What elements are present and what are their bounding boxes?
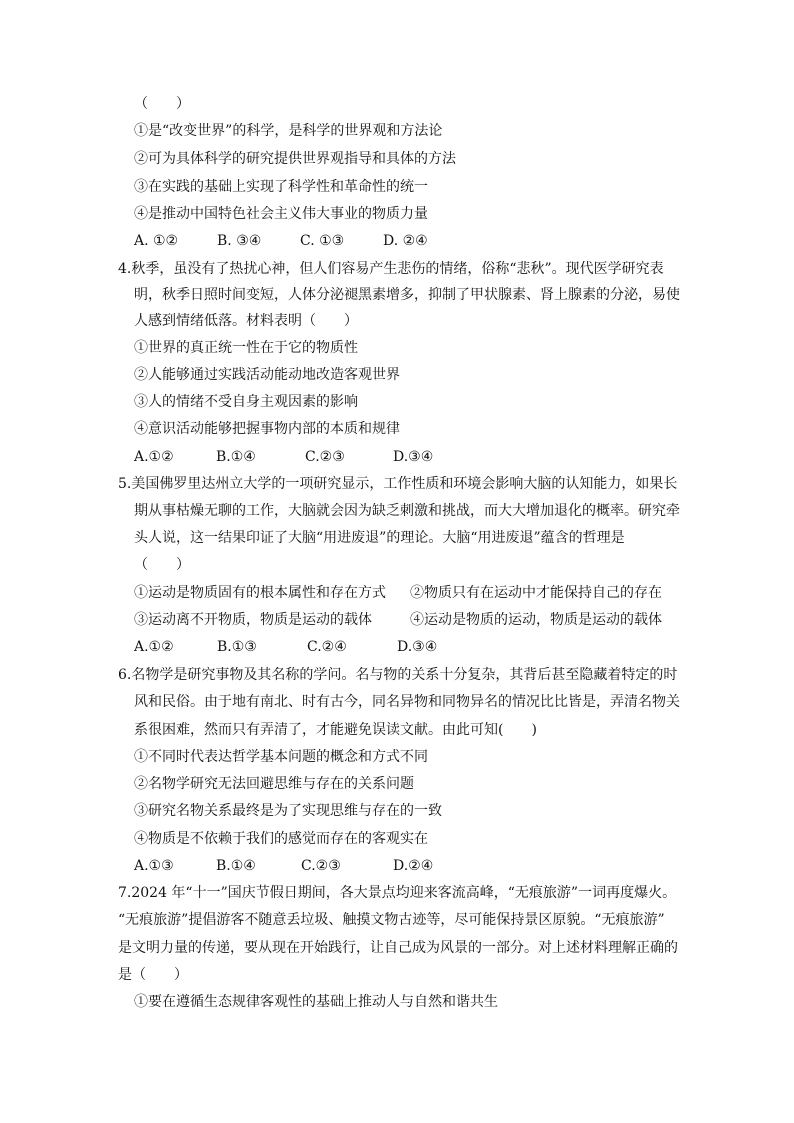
q7-stem-line-2: “无痕旅游”提倡游客不随意丢垃圾、触摸文物古迹等，尽可能保持景区原貌。“无痕旅游” — [118, 912, 665, 928]
q4-options — [134, 447, 433, 467]
q7-stem-line-4: 是（ ） — [118, 967, 188, 983]
q5-stem-line-2: 期从事枯燥无聊的工作，大脑就会因为缺乏刺激和挑战，而大大增加退化的概率。研究牵 — [134, 503, 680, 519]
q4-option-c: C.②③ — [305, 449, 345, 465]
q4-stem-line-3: 人感到情绪低落。材料表明（ ） — [134, 313, 358, 329]
q4-item-3: ③人的情绪不受自身主观因素的影响 — [134, 394, 358, 410]
q7-stem-line-3: 是文明力量的传递，要从现在开始践行，让自己成为风景的一部分。对上述材料理解正确的 — [118, 940, 678, 956]
q4-option-d: D.③④ — [393, 449, 434, 465]
q4-item-2: ②人能够通过实践活动能动地改造客观世界 — [134, 367, 400, 383]
q3-bracket: （ ） — [134, 96, 190, 112]
q4-stem-line-1: 4.秋季，虽没有了热扰心神，但人们容易产生悲伤的情绪，俗称“悲秋”。现代医学研究表 — [118, 261, 664, 277]
q6-option-c: C.②③ — [301, 858, 341, 874]
q3-item-2: ②可为具体科学的研究提供世界观指导和具体的方法 — [134, 151, 456, 167]
q6-item-4: ④物质是不依赖于我们的感觉而存在的客观实在 — [134, 831, 428, 847]
q6-stem-line-1: 6.名物学是研究事物及其名称的学问。名与物的关系十分复杂，其背后甚至隐藏着特定的时 — [118, 667, 678, 683]
q6-option-b: B.①④ — [216, 858, 256, 874]
q6-stem-line-2: 风和民俗。由于地有南北、时有古今，同名异物和同物异名的情况比比皆是，弄清名物关 — [134, 694, 680, 710]
q4-item-4: ④意识活动能够把握事物内部的本质和规律 — [134, 421, 400, 437]
q3-item-1: ①是“改变世界”的科学，是科学的世界观和方法论 — [134, 123, 443, 139]
q5-items-row-1 — [134, 583, 662, 603]
q6-stem-line-3: 系很困难，然而只有弄清了，才能避免误读文献。由此可知( ) — [134, 722, 537, 738]
q3-option-c: C. ①③ — [300, 233, 345, 249]
q3-option-b: B. ③④ — [217, 233, 262, 249]
q3-options — [134, 231, 428, 251]
q5-stem-line-4: （ ） — [134, 557, 190, 573]
q5-item-2: ②物质只有在运动中才能保持自己的存在 — [410, 585, 662, 601]
q5-item-4: ④运动是物质的运动，物质是运动的载体 — [410, 612, 662, 628]
q5-item-1: ①运动是物质固有的根本属性和存在方式 — [134, 585, 386, 601]
q5-option-a: A.①② — [134, 639, 174, 655]
q6-item-2: ②名物学研究无法回避思维与存在的关系问题 — [134, 776, 414, 792]
q6-item-1: ①不同时代表达哲学基本问题的概念和方式不同 — [134, 749, 428, 765]
q7-item-1: ①要在遵循生态规律客观性的基础上推动人与自然和谐共生 — [134, 994, 498, 1010]
q6-option-a: A.①③ — [134, 858, 174, 874]
q7-stem-line-1: 7.2024 年“十一”国庆节假日期间，各大景点均迎来客流高峰，“无痕旅游”一词再度爆火。 — [118, 885, 677, 901]
q5-stem-line-1: 5.美国佛罗里达州立大学的一项研究显示，工作性质和环境会影响大脑的认知能力，如果长 — [118, 476, 678, 492]
q4-option-a: A.①② — [134, 449, 174, 465]
q3-item-4: ④是推动中国特色社会主义伟大事业的物质力量 — [134, 206, 428, 222]
q4-option-b: B.①④ — [216, 449, 256, 465]
q5-items-row-2 — [134, 610, 662, 630]
q4-stem-line-2: 明，秋季日照时间变短，人体分泌褪黑素增多，抑制了甲状腺素、肾上腺素的分泌，易使 — [134, 287, 680, 303]
q4-item-1: ①世界的真正统一性在于它的物质性 — [134, 340, 358, 356]
q3-item-3: ③在实践的基础上实现了科学性和革命性的统一 — [134, 179, 428, 195]
q5-option-c: C.②④ — [307, 639, 347, 655]
q5-option-d: D.③④ — [397, 639, 438, 655]
q6-options — [134, 856, 433, 876]
q3-option-a: A. ①② — [134, 233, 179, 249]
q6-option-d: D.②④ — [393, 858, 434, 874]
q5-item-3: ③运动离不开物质，物质是运动的载体 — [134, 612, 372, 628]
q3-option-d: D. ②④ — [383, 233, 428, 249]
q5-option-b: B.①③ — [217, 639, 257, 655]
q6-item-3: ③研究名物关系最终是为了实现思维与存在的一致 — [134, 803, 442, 819]
q5-options — [134, 637, 437, 657]
q5-stem-line-3: 头人说，这一结果印证了大脑“用进废退”的理论。大脑“用进废退”蕴含的哲理是 — [134, 530, 625, 546]
